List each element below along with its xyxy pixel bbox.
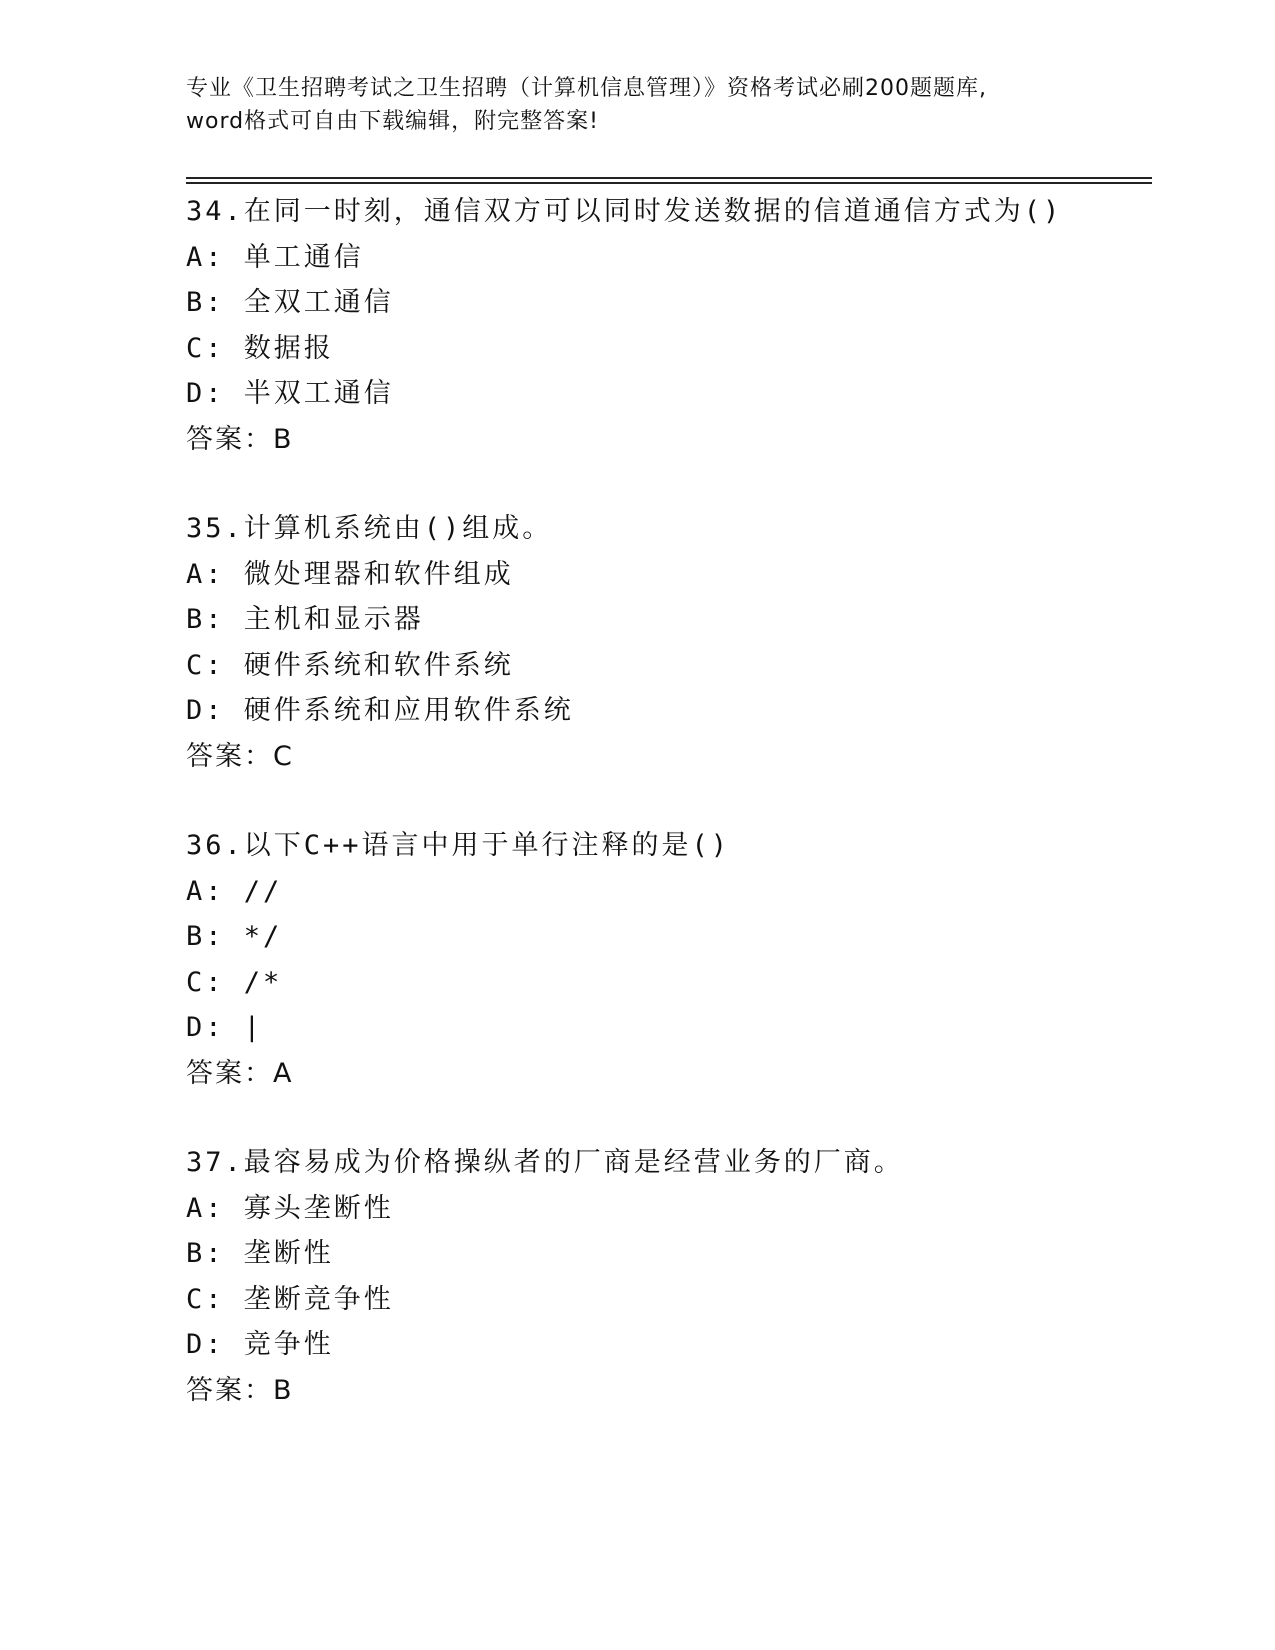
header-divider-bottom [186,182,1152,184]
answer-label: 答案：A [186,1057,294,1089]
option-d: D: 半双工通信 [186,378,394,409]
option-c: C: 垄断竞争性 [186,1283,394,1315]
question-stem: 36.以下C++语言中用于单行注释的是() [186,830,731,861]
question-item [186,189,1166,462]
header-line-1: 专业《卫生招聘考试之卫生招聘（计算机信息管理）》资格考试必刷200题题库, [186,76,987,101]
answer-label: 答案：B [186,423,294,455]
option-a: A: 寡头垄断性 [186,1192,394,1224]
option-d: D: | [186,1012,264,1043]
option-c: C: 数据报 [186,332,334,364]
option-b: B: 全双工通信 [186,287,394,318]
option-b: B: 主机和显示器 [186,604,424,635]
option-d: D: 硬件系统和应用软件系统 [186,695,574,726]
option-d: D: 竞争性 [186,1329,334,1360]
option-b: B: 垄断性 [186,1238,334,1269]
document-header [186,72,1086,138]
question-item [186,823,1166,1096]
question-stem: 34.在同一时刻，通信双方可以同时发送数据的信道通信方式为() [186,196,1063,227]
question-list [186,189,1166,1457]
option-c: C: /* [186,966,283,998]
header-line-2: word格式可自由下载编辑，附完整答案! [186,109,599,134]
header-divider-top [186,177,1152,179]
option-a: A: 微处理器和软件组成 [186,558,514,590]
option-c: C: 硬件系统和软件系统 [186,649,514,681]
question-stem: 35.计算机系统由()组成。 [186,513,553,544]
question-item [186,1140,1166,1413]
option-a: A: 单工通信 [186,241,364,273]
answer-label: 答案：B [186,1374,294,1406]
option-b: B: */ [186,921,283,952]
option-a: A: // [186,875,283,907]
answer-label: 答案：C [186,740,294,772]
question-stem: 37.最容易成为价格操纵者的厂商是经营业务的厂商。 [186,1147,904,1178]
question-item [186,506,1166,779]
